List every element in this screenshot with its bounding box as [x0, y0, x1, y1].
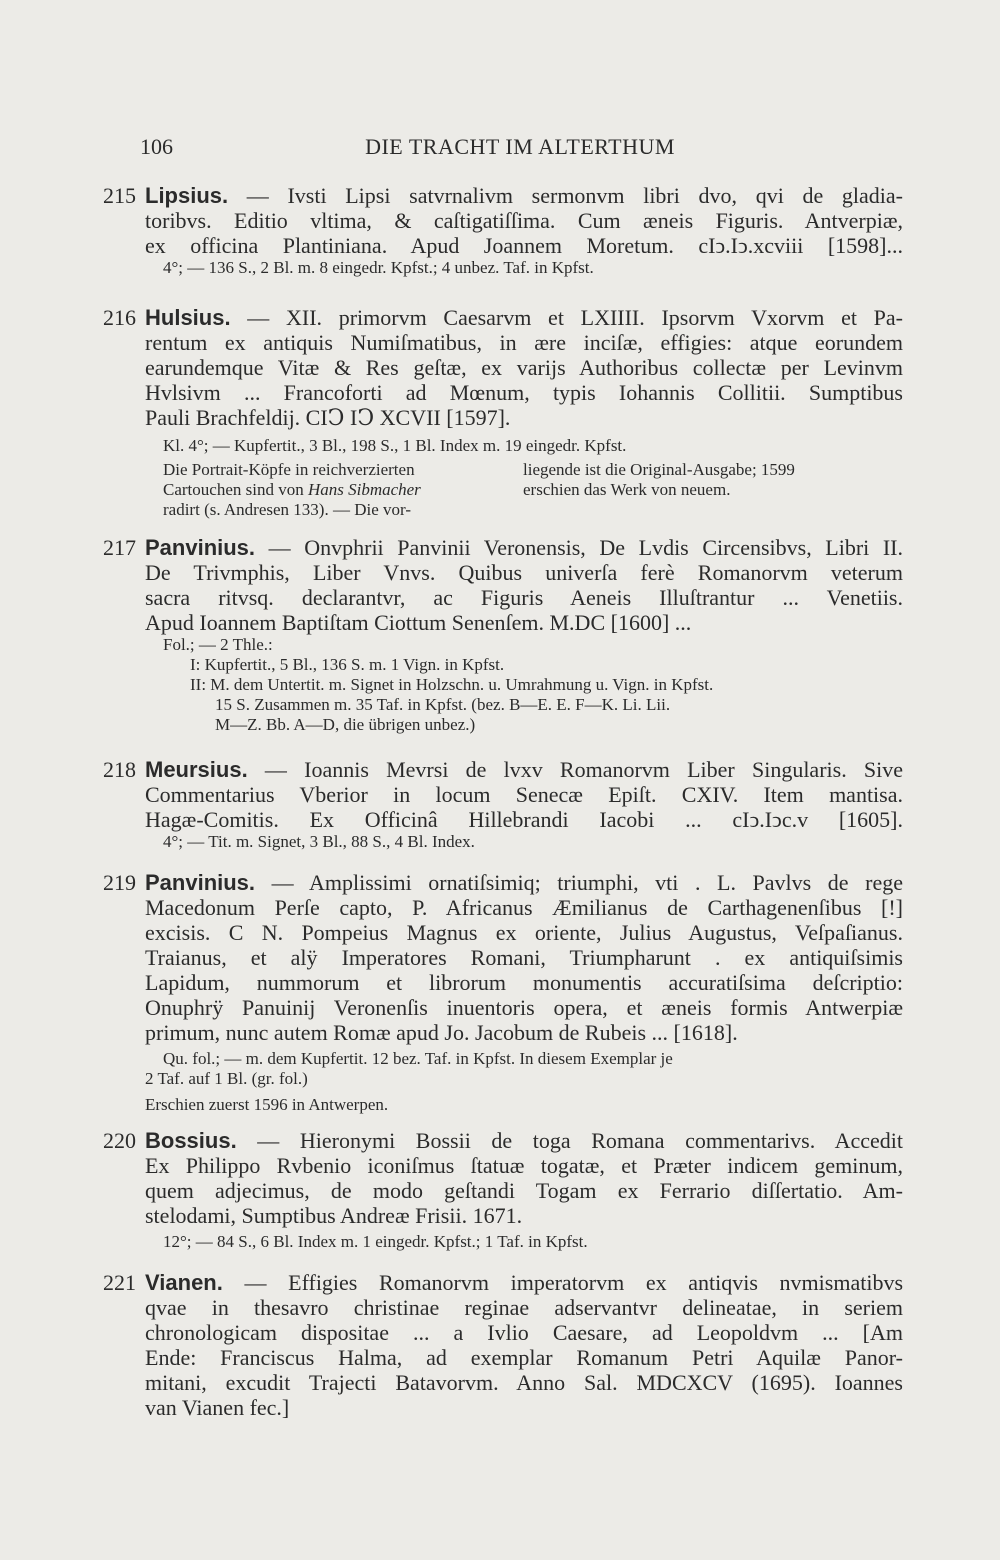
- entry-line: Hagæ-Comitis. Ex Officinâ Hillebrandi Iacobi ... cIↄ.Iↄc.v [1605].: [145, 807, 903, 832]
- note-left: [163, 460, 493, 520]
- entry-body: [145, 1270, 903, 1420]
- page-header: [140, 134, 900, 158]
- entry-220: [103, 1128, 903, 1252]
- entry-detail: II: M. dem Untertit. m. Signet in Holzschn. u. Umrahmung u. Vign. in Kpfst.: [190, 675, 714, 694]
- note-line: liegende ist die Original-Ausgabe; 1599: [523, 460, 795, 479]
- entry-author: Lipsius.: [145, 183, 229, 208]
- note-line: Die Portrait-Köpfe in reichverzierten: [163, 460, 415, 479]
- entry-note: [163, 460, 903, 520]
- entry-body: [145, 870, 903, 1115]
- entry-line: qvae in thesavro christinae reginae adservantvr delineatae, in seriem: [145, 1295, 903, 1320]
- entry-line: mitani, excudit Trajecti Batavorvm. Anno Sal. MDCXCV (1695). Ioannes: [145, 1370, 903, 1395]
- entry-number: 217: [103, 535, 136, 560]
- entry-body: [145, 305, 903, 520]
- entry-line: — Onvphrii Panvinii Veronensis, De Lvdis Circensibvs, Libri II.: [268, 535, 904, 560]
- entry-line: Onuphrÿ Panuinij Veronenſis inuentoris opera, et æneis formis Antwerpiæ: [145, 995, 903, 1020]
- entry-line: chronologicam dispositae ... a Ivlio Caesare, ad Leopoldvm ... [Am: [145, 1320, 903, 1345]
- entry-line: — Ivsti Lipsi satvrnalivm sermonvm libri dvo, qvi de gladia-: [246, 183, 904, 208]
- entry-number: 219: [103, 870, 136, 895]
- entry-line: Pauli Brachfeldij. CIↃ IↃ XCVII [1597].: [145, 405, 511, 430]
- entry-line: rentum ex antiquis Numiſmatibus, in ære inciſæ, effigies: atque eorundem: [145, 330, 903, 355]
- entry-line: primum, nunc autem Romæ apud Jo. Jacobum de Rubeis ... [1618].: [145, 1020, 738, 1045]
- entry-detail: 15 S. Zusammen m. 35 Taf. in Kpfst. (bez. B—E. E. F—K. Li. Lii.: [215, 695, 671, 714]
- entry-line: excisis. C N. Pompeius Magnus ex oriente, Julius Augustus, Veſpaſianus.: [145, 920, 903, 945]
- entry-line: Ex Philippo Rvbenio iconiſmus ſtatuæ togatæ, et Præter indicem geminum,: [145, 1153, 903, 1178]
- entry-line: Commentarius Vberior in locum Senecæ Epiſt. CXIV. Item mantisa.: [145, 782, 903, 807]
- entry-body: [145, 535, 903, 735]
- entry-line: Traianus, et alÿ Imperatores Romani, Triumpharunt . ex antiquiſsimis: [145, 945, 903, 970]
- entry-body: [145, 1128, 903, 1252]
- entry-detail: Erschien zuerst 1596 in Antwerpen.: [145, 1095, 389, 1114]
- entry-detail: 12°; — 84 S., 6 Bl. Index m. 1 eingedr. Kpfst.; 1 Taf. in Kpfst.: [163, 1232, 588, 1251]
- entry-line: sacra ritvsq. declarantvr, ac Figuris Aeneis Illuſtrantur ... Venetiis.: [145, 585, 903, 610]
- entry-line: Macedonum Perſe capto, P. Africanus Æmilianus de Carthagenenſibus [!]: [145, 895, 903, 920]
- entry-number: 216: [103, 305, 136, 330]
- entry-215: [103, 183, 903, 278]
- entry-detail: I: Kupfertit., 5 Bl., 136 S. m. 1 Vign. in Kpfst.: [190, 655, 505, 674]
- entry-line: — Ioannis Mevrsi de lvxv Romanorvm Liber Singularis. Sive: [264, 757, 904, 782]
- entry-author: Vianen.: [145, 1270, 223, 1295]
- entry-line: Lapidum, nummorum et librorum monumentis accuratiſsima deſcriptio:: [145, 970, 903, 995]
- entry-line: van Vianen fec.]: [145, 1395, 290, 1420]
- entry-line: Ende: Franciscus Halma, ad exemplar Romanum Petri Aquilæ Panor-: [145, 1345, 903, 1370]
- entry-221: [103, 1270, 903, 1420]
- entry-author: Panvinius.: [145, 870, 256, 895]
- entry-detail: Kl. 4°; — Kupfertit., 3 Bl., 198 S., 1 Bl. Index m. 19 eingedr. Kpfst.: [163, 436, 627, 455]
- entry-line: — Amplissimi ornatiſsimiq; triumphi, vti . L. Pavlvs de rege: [271, 870, 903, 895]
- entry-number: 218: [103, 757, 136, 782]
- entry-author: Panvinius.: [145, 535, 256, 560]
- note-artist: Hans Sibmacher: [307, 480, 421, 499]
- entry-line: Hvlsivm ... Francoforti ad Mœnum, typis Iohannis Collitii. Sumptibus: [145, 380, 903, 405]
- entry-line: Apud Ioannem Baptiſtam Ciottum Senenſem. M.DC [1600] ...: [145, 610, 692, 635]
- entry-line: stelodami, Sumptibus Andreæ Frisii. 1671.: [145, 1203, 523, 1228]
- page-number: 106: [140, 134, 173, 159]
- entry-line: — XII. primorvm Caesarvm et LXIIII. Ipsorvm Vxorvm et Pa-: [247, 305, 904, 330]
- entry-detail: 4°; — 136 S., 2 Bl. m. 8 eingedr. Kpfst.; 4 unbez. Taf. in Kpfst.: [163, 258, 594, 277]
- entry-detail: Fol.; — 2 Thle.:: [163, 635, 273, 654]
- entry-number: 221: [103, 1270, 136, 1295]
- entry-number: 220: [103, 1128, 136, 1153]
- entry-line: quem adjecimus, de modo geſtandi Togam ex Ferrario diſſertatio. Am-: [145, 1178, 903, 1203]
- note-right: [523, 460, 853, 520]
- entry-line: — Effigies Romanorvm imperatorvm ex antiqvis nvmismatibvs: [244, 1270, 904, 1295]
- entry-line: ex officina Plantiniana. Apud Joannem Moretum. cIↄ.Iↄ.xcviii [1598]...: [145, 233, 903, 258]
- entry-body: [145, 183, 903, 278]
- entry-author: Bossius.: [145, 1128, 237, 1153]
- note-line: radirt (s. Andresen 133). — Die vor-: [163, 500, 411, 519]
- note-line: erschien das Werk von neuem.: [523, 480, 731, 499]
- entry-line: De Trivmphis, Liber Vnvs. Quibus univerſa ferè Romanorvm veterum: [145, 560, 903, 585]
- running-head: DIE TRACHT IM ALTERTHUM: [365, 134, 675, 159]
- entry-author: Meursius.: [145, 757, 248, 782]
- note-line: Cartouchen sind von: [163, 480, 304, 499]
- entry-author: Hulsius.: [145, 305, 231, 330]
- entry-line: — Hieronymi Bossii de toga Romana commentarivs. Accedit: [257, 1128, 904, 1153]
- entry-number: 215: [103, 183, 136, 208]
- entry-detail: Qu. fol.; — m. dem Kupfertit. 12 bez. Taf. in Kpfst. In diesem Exemplar je: [163, 1049, 673, 1068]
- entry-body: [145, 757, 903, 852]
- entry-216: [103, 305, 903, 520]
- entry-detail: M—Z. Bb. A—D, die übrigen unbez.): [215, 715, 476, 734]
- entry-line: earundemque Vitæ & Res geſtæ, ex varijs Authoribus collectæ per Levinvm: [145, 355, 903, 380]
- entry-219: [103, 870, 903, 1115]
- entry-line: toribvs. Editio vltima, & caſtigatiſſima. Cum æneis Figuris. Antverpiæ,: [145, 208, 903, 233]
- entry-217: [103, 535, 903, 735]
- entry-detail: 4°; — Tit. m. Signet, 3 Bl., 88 S., 4 Bl. Index.: [163, 832, 475, 851]
- entry-detail: 2 Taf. auf 1 Bl. (gr. fol.): [145, 1069, 308, 1088]
- entry-218: [103, 757, 903, 852]
